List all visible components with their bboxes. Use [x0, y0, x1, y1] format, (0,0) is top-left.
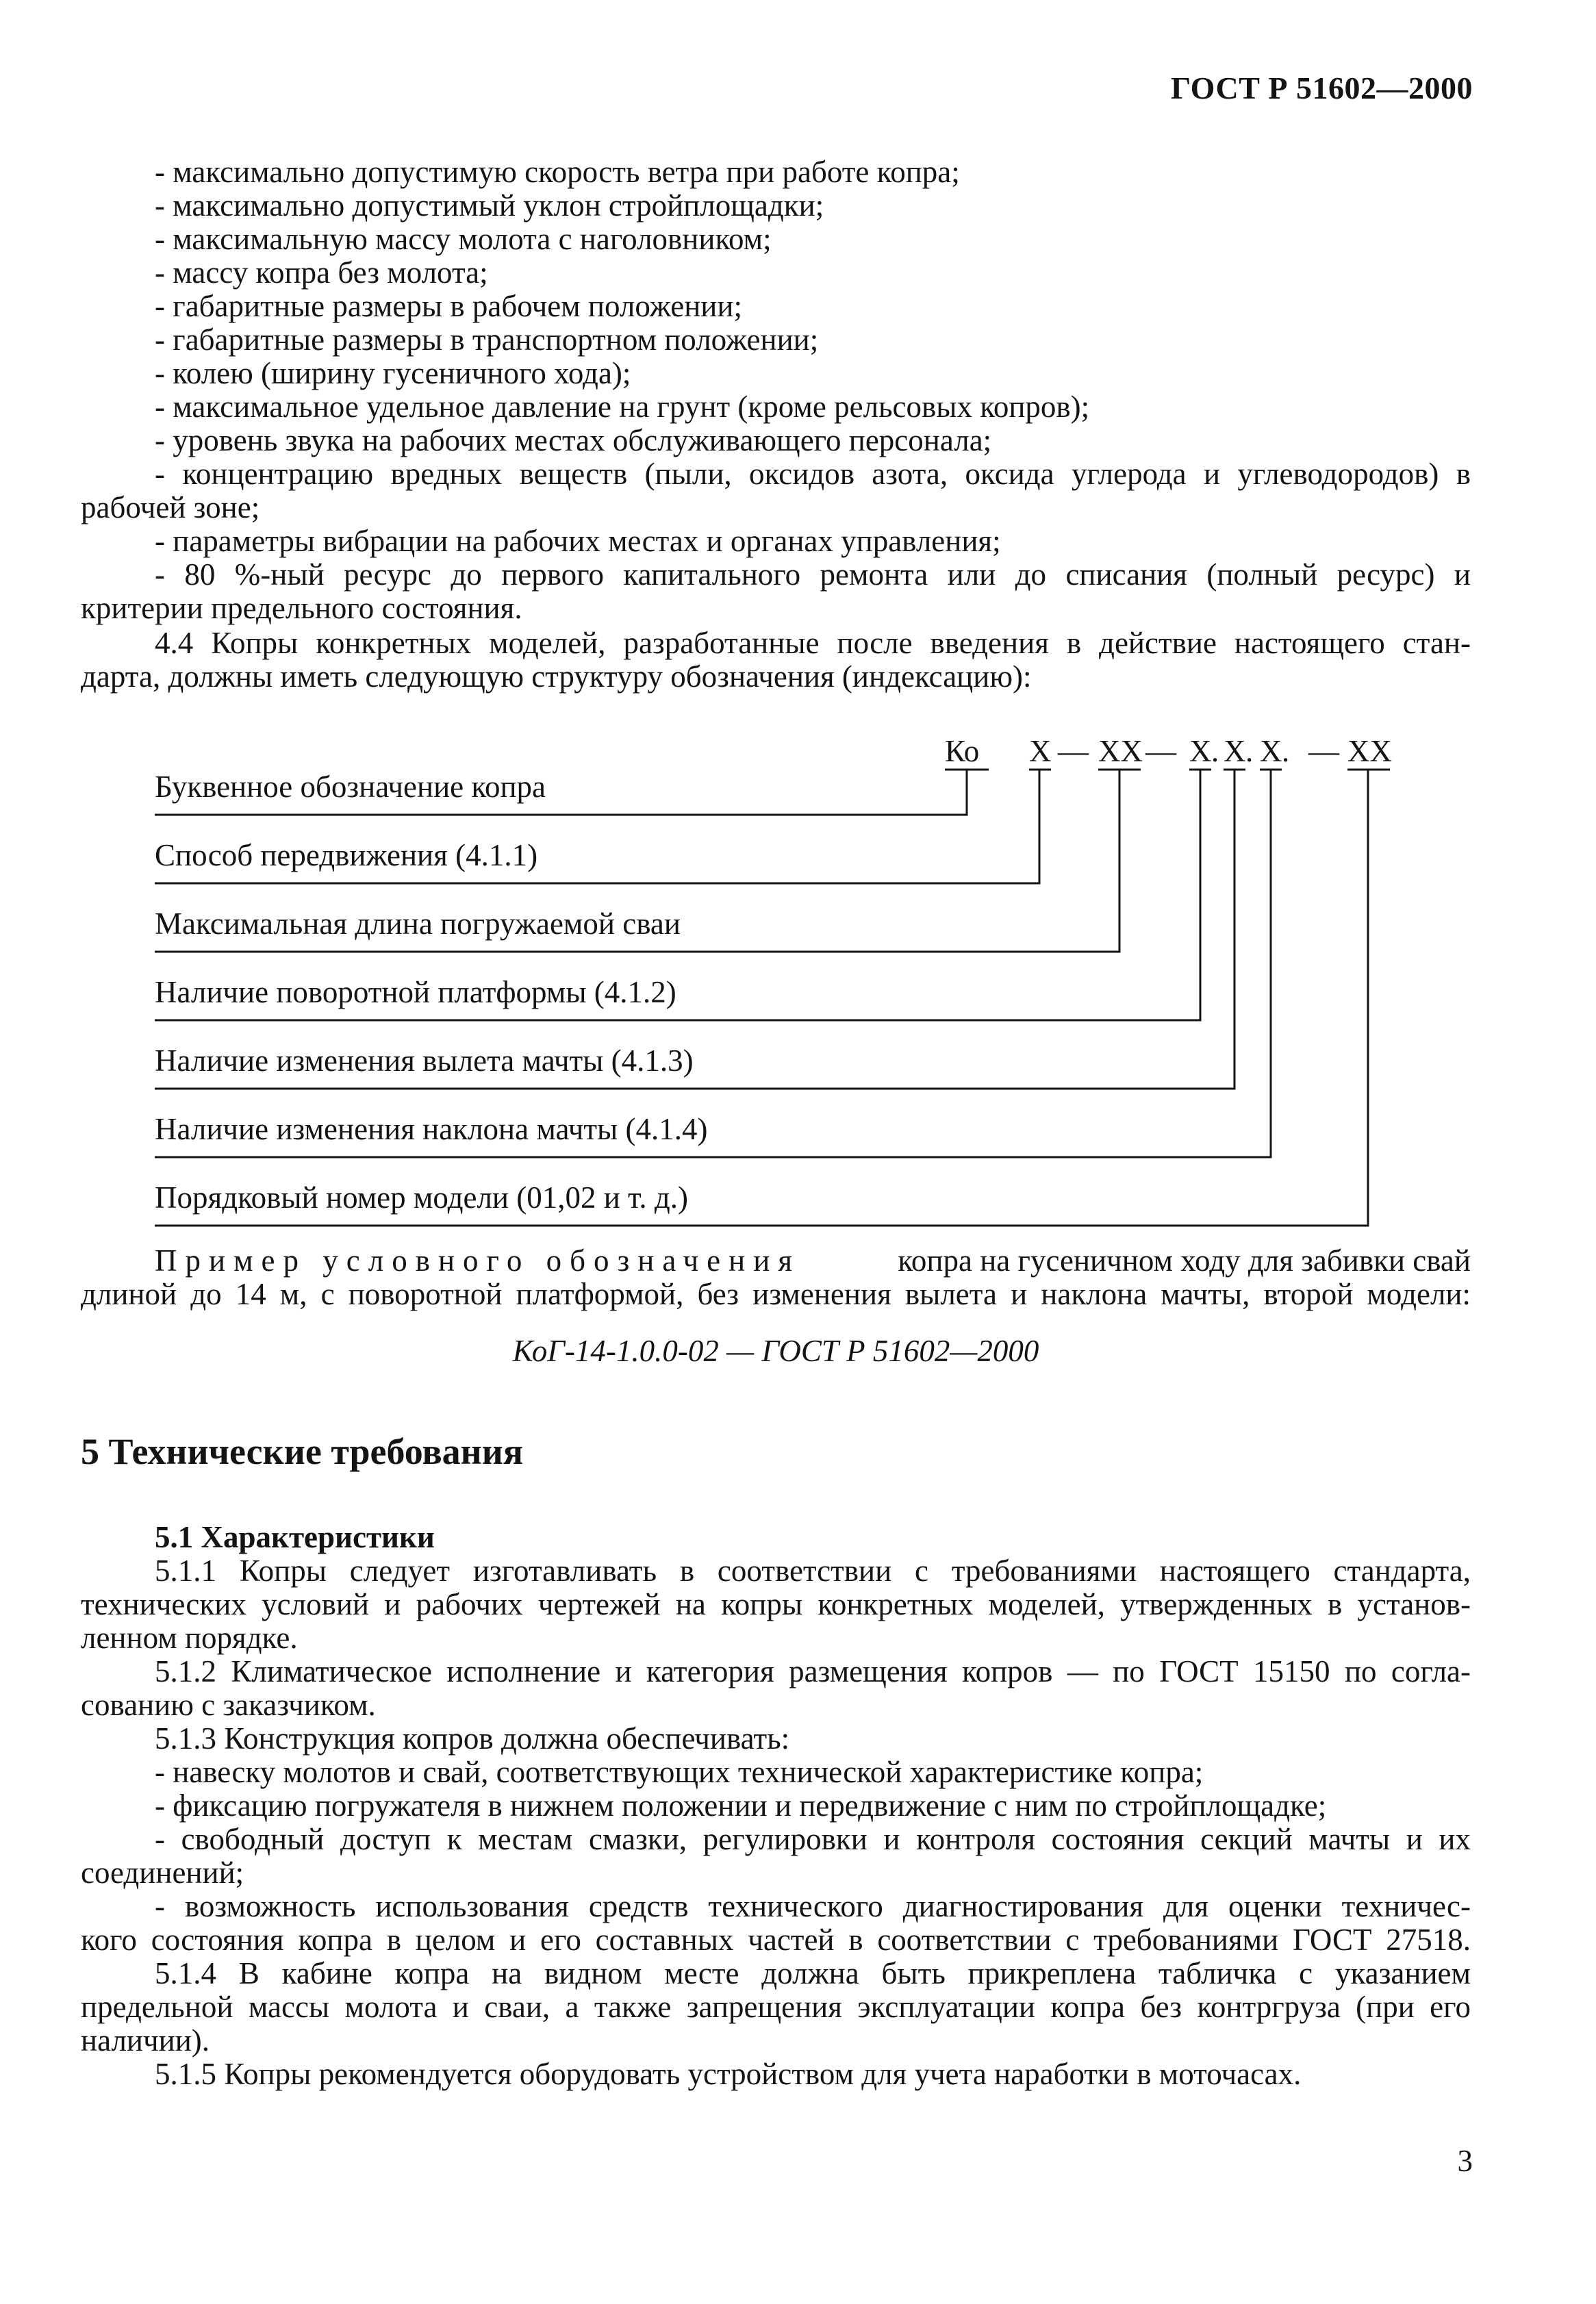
list-item: - уровень звука на рабочих местах обслуживающего персонала; [155, 423, 992, 457]
list-item: - габаритные размеры в рабочем положении; [155, 289, 742, 323]
list-item: - габаритные размеры в транспортном положении; [155, 322, 819, 357]
code-dot2: . [1245, 734, 1254, 768]
code-ko: Ко [945, 734, 980, 768]
code-dash2: — [1145, 734, 1176, 768]
example-code: КоГ-14-1.0.0-02 — ГОСТ Р 51602—2000 [512, 1334, 1039, 1368]
list-item-continuation: кого состояния копра в целом и его составных частей в соответствии с требованиями ГОСТ 27518. [81, 1923, 1471, 1957]
page-number: 3 [1457, 2144, 1473, 2178]
paragraph-5-1-3: 5.1.3 Конструкция копров должна обеспечивать: [155, 1721, 790, 1756]
designation-label: Порядковый номер модели (01,02 и т. д.) [155, 1180, 688, 1215]
document-code: ГОСТ Р 51602—2000 [1171, 71, 1473, 105]
list-item-continuation: рабочей зоне; [81, 490, 260, 524]
designation-label: Способ передвижения (4.1.1) [155, 838, 538, 872]
code-dot3: . [1282, 734, 1290, 768]
paragraph-5-1-1-continuation: ленном порядке. [81, 1621, 298, 1655]
designation-label: Буквенное обозначение копра [155, 770, 546, 804]
paragraph-5-1-2-continuation: сованию с заказчиком. [81, 1688, 376, 1722]
paragraph-5-1-2: 5.1.2 Климатическое исполнение и категория размещения копров — по ГОСТ 15150 по согла- [155, 1654, 1471, 1688]
list-item: - максимальную массу молота с наголовником; [155, 222, 772, 256]
connector-x4 [155, 770, 1271, 1157]
paragraph-5-1-1-continuation: технических условий и рабочих чертежей на копры конкретных моделей, утвержденных в установ- [81, 1587, 1471, 1621]
list-item: - свободный доступ к местам смазки, регулировки и контроля состояния секций мачты и их [155, 1822, 1471, 1856]
paragraph-5-1-4-continuation: предельной массы молота и сваи, а также запрещения эксплуатации копра без контргруза (при его [81, 1990, 1471, 2024]
paragraph-5-1-4: 5.1.4 В кабине копра на видном месте должна быть прикреплена табличка с указанием [155, 1956, 1471, 1990]
list-item: - массу копра без молота; [155, 255, 488, 290]
code-dash3: — [1308, 734, 1339, 768]
paragraph-4-4: 4.4 Копры конкретных моделей, разработанные после введения в действие настоящего стан- [155, 626, 1471, 660]
paragraph-4-4-continuation: дарта, должны иметь следующую структуру обозначения (индексацию): [81, 659, 1032, 694]
list-item: - возможность использования средств технического диагностирования для оценки техничес- [155, 1889, 1471, 1923]
paragraph-5-1-4-continuation: наличии). [81, 2023, 210, 2058]
list-item: - 80 %-ный ресурс до первого капитального ремонта или до списания (полный ресурс) и [155, 557, 1471, 592]
list-item: - максимальное удельное давление на грунт (кроме рельсовых копров); [155, 390, 1090, 424]
list-item: - фиксацию погружателя в нижнем положении и передвижение с ним по стройплощадке; [155, 1788, 1327, 1823]
paragraph-5-1-1: 5.1.1 Копры следует изготавливать в соответствии с требованиями настоящего стандарта, [155, 1554, 1471, 1588]
code-xx1: ХХ [1098, 734, 1143, 768]
designation-label: Максимальная длина погружаемой сваи [155, 907, 681, 941]
designation-label: Наличие поворотной платформы (4.1.2) [155, 975, 676, 1009]
example-lead: Пример условного обозначения [155, 1243, 801, 1278]
paragraph-5-1-5: 5.1.5 Копры рекомендуется оборудовать устройством для учета наработки в моточасах. [155, 2057, 1302, 2091]
list-item: - максимально допустимый уклон стройплощадки; [155, 188, 824, 223]
designation-label: Наличие изменения наклона мачты (4.1.4) [155, 1112, 708, 1146]
code-xx2: ХХ [1347, 734, 1392, 768]
code-x1: Х [1029, 734, 1052, 768]
code-dash1: — [1058, 734, 1089, 768]
list-item: - навеску молотов и свай, соответствующих технической характеристике копра; [155, 1755, 1204, 1789]
code-x3: Х [1224, 734, 1246, 768]
section-heading: 5 Технические требования [81, 1431, 524, 1472]
list-item: - параметры вибрации на рабочих местах и органах управления; [155, 524, 1001, 558]
designation-label: Наличие изменения вылета мачты (4.1.3) [155, 1043, 694, 1078]
list-item: - колею (ширину гусеничного хода); [155, 356, 631, 390]
list-item: - максимально допустимую скорость ветра при работе копра; [155, 155, 960, 189]
list-item-continuation: соединений; [81, 1856, 244, 1890]
code-dot1: . [1211, 734, 1219, 768]
subsection-heading: 5.1 Характеристики [155, 1520, 435, 1554]
example-line [155, 1243, 1471, 1278]
code-x4: Х [1260, 734, 1282, 768]
list-item: - концентрацию вредных веществ (пыли, оксидов азота, оксида углерода и углеводородов) в [155, 457, 1471, 491]
example-continuation: длиной до 14 м, с поворотной платформой, без изменения вылета и наклона мачты, второй модели: [81, 1277, 1471, 1311]
list-item-continuation: критерии предельного состояния. [81, 591, 522, 625]
example-rest: копра на гусеничном ходу для забивки свай [898, 1243, 1471, 1278]
code-x2: Х [1189, 734, 1212, 768]
